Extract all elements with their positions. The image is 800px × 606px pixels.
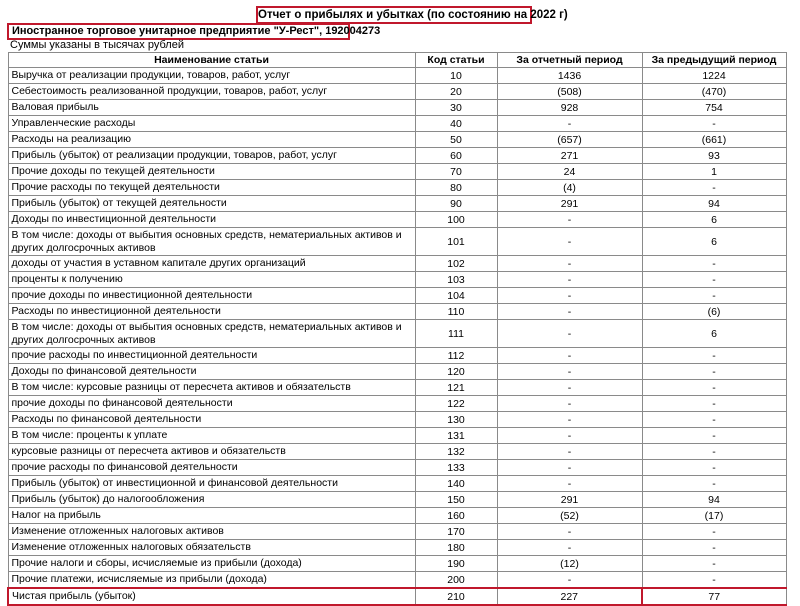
table-row xyxy=(8,84,786,100)
row-item-name: Чистая прибыль (убыток) xyxy=(8,588,415,605)
row-previous-value: 1224 xyxy=(642,68,786,84)
row-item-name: прочие доходы по инвестиционной деятельности xyxy=(8,288,415,304)
row-item-name: Прибыль (убыток) от реализации продукции, товаров, работ, услуг xyxy=(8,148,415,164)
table-row xyxy=(8,396,786,412)
row-item-code: 131 xyxy=(415,428,497,444)
row-previous-value: 6 xyxy=(642,320,786,348)
row-item-code: 50 xyxy=(415,132,497,148)
row-current-value: - xyxy=(497,460,642,476)
row-item-name: Прочие налоги и сборы, исчисляемые из прибыли (дохода) xyxy=(8,556,415,572)
row-item-name: Прочие расходы по текущей деятельности xyxy=(8,180,415,196)
row-current-value: 291 xyxy=(497,196,642,212)
row-item-name: Себестоимость реализованной продукции, товаров, работ, услуг xyxy=(8,84,415,100)
row-previous-value: 94 xyxy=(642,196,786,212)
row-current-value: - xyxy=(497,212,642,228)
row-current-value: - xyxy=(497,228,642,256)
table-row xyxy=(8,304,786,320)
table-row-net-profit xyxy=(8,588,786,605)
row-current-value: 227 xyxy=(497,588,642,605)
row-item-code: 100 xyxy=(415,212,497,228)
row-current-value: 291 xyxy=(497,492,642,508)
table-row xyxy=(8,556,786,572)
row-item-code: 20 xyxy=(415,84,497,100)
row-current-value: (508) xyxy=(497,84,642,100)
row-item-name: Расходы по финансовой деятельности xyxy=(8,412,415,428)
table-row xyxy=(8,100,786,116)
row-current-value: - xyxy=(497,116,642,132)
row-item-name: В том числе: доходы от выбытия основных средств, нематериальных активов и других долгосрочных активов xyxy=(8,228,415,256)
table-row xyxy=(8,460,786,476)
company-name: Иностранное торговое унитарное предприятие "У-Рест", 192004273 xyxy=(7,23,350,40)
row-item-name: Изменение отложенных налоговых обязательств xyxy=(8,540,415,556)
row-previous-value: 6 xyxy=(642,228,786,256)
row-previous-value: 1 xyxy=(642,164,786,180)
row-current-value: (4) xyxy=(497,180,642,196)
row-item-name: Изменение отложенных налоговых активов xyxy=(8,524,415,540)
row-previous-value: - xyxy=(642,396,786,412)
header-previous-period: За предыдущий период xyxy=(642,53,786,68)
row-item-name: Расходы по инвестиционной деятельности xyxy=(8,304,415,320)
row-item-code: 90 xyxy=(415,196,497,212)
table-row xyxy=(8,196,786,212)
table-row xyxy=(8,180,786,196)
row-item-code: 210 xyxy=(415,588,497,605)
row-item-code: 190 xyxy=(415,556,497,572)
row-previous-value: - xyxy=(642,572,786,589)
row-item-code: 121 xyxy=(415,380,497,396)
row-item-name: В том числе: курсовые разницы от пересчета активов и обязательств xyxy=(8,380,415,396)
row-current-value: - xyxy=(497,272,642,288)
table-row xyxy=(8,524,786,540)
row-item-code: 170 xyxy=(415,524,497,540)
table-header-row xyxy=(8,53,786,68)
table-row xyxy=(8,444,786,460)
row-previous-value: - xyxy=(642,444,786,460)
row-item-name: В том числе: проценты к уплате xyxy=(8,428,415,444)
row-item-name: Прибыль (убыток) до налогообложения xyxy=(8,492,415,508)
row-current-value: - xyxy=(497,348,642,364)
row-current-value: - xyxy=(497,412,642,428)
row-item-code: 200 xyxy=(415,572,497,589)
table-row xyxy=(8,508,786,524)
row-current-value: - xyxy=(497,428,642,444)
row-item-code: 130 xyxy=(415,412,497,428)
row-current-value: 1436 xyxy=(497,68,642,84)
table-row xyxy=(8,572,786,589)
row-item-name: проценты к получению xyxy=(8,272,415,288)
row-previous-value: (470) xyxy=(642,84,786,100)
row-item-code: 30 xyxy=(415,100,497,116)
row-current-value: - xyxy=(497,288,642,304)
table-row xyxy=(8,132,786,148)
header-item-code: Код статьи xyxy=(415,53,497,68)
row-previous-value: 77 xyxy=(642,588,786,605)
table-row xyxy=(8,540,786,556)
table-row xyxy=(8,428,786,444)
row-item-name: прочие расходы по инвестиционной деятельности xyxy=(8,348,415,364)
row-current-value: - xyxy=(497,320,642,348)
row-item-code: 132 xyxy=(415,444,497,460)
row-current-value: - xyxy=(497,476,642,492)
row-item-code: 40 xyxy=(415,116,497,132)
row-current-value: 928 xyxy=(497,100,642,116)
row-previous-value: - xyxy=(642,428,786,444)
row-previous-value: - xyxy=(642,364,786,380)
row-previous-value: - xyxy=(642,180,786,196)
row-previous-value: - xyxy=(642,272,786,288)
row-previous-value: - xyxy=(642,460,786,476)
row-item-code: 102 xyxy=(415,256,497,272)
profit-loss-table xyxy=(7,52,787,606)
row-item-name: прочие расходы по финансовой деятельности xyxy=(8,460,415,476)
row-item-name: Валовая прибыль xyxy=(8,100,415,116)
table-row xyxy=(8,148,786,164)
row-previous-value: - xyxy=(642,412,786,428)
table-row xyxy=(8,320,786,348)
table-row xyxy=(8,348,786,364)
table-row xyxy=(8,476,786,492)
table-row xyxy=(8,228,786,256)
row-current-value: 24 xyxy=(497,164,642,180)
table-row xyxy=(8,492,786,508)
row-current-value: - xyxy=(497,380,642,396)
row-item-code: 140 xyxy=(415,476,497,492)
row-item-name: Прочие доходы по текущей деятельности xyxy=(8,164,415,180)
row-current-value: - xyxy=(497,364,642,380)
table-row xyxy=(8,412,786,428)
row-item-code: 112 xyxy=(415,348,497,364)
table-row xyxy=(8,380,786,396)
row-current-value: - xyxy=(497,540,642,556)
row-item-name: Управленческие расходы xyxy=(8,116,415,132)
row-previous-value: - xyxy=(642,476,786,492)
row-item-code: 150 xyxy=(415,492,497,508)
row-current-value: (12) xyxy=(497,556,642,572)
table-row xyxy=(8,116,786,132)
report-title: Отчет о прибылях и убытках (по состоянию на 2022 г) xyxy=(256,6,532,24)
row-item-code: 120 xyxy=(415,364,497,380)
row-previous-value: - xyxy=(642,288,786,304)
row-previous-value: (6) xyxy=(642,304,786,320)
table-row xyxy=(8,364,786,380)
row-previous-value: - xyxy=(642,348,786,364)
row-item-code: 160 xyxy=(415,508,497,524)
table-row xyxy=(8,164,786,180)
row-previous-value: - xyxy=(642,116,786,132)
row-current-value: - xyxy=(497,304,642,320)
row-item-name: Прибыль (убыток) от инвестиционной и финансовой деятельности xyxy=(8,476,415,492)
table-row xyxy=(8,212,786,228)
row-previous-value: 6 xyxy=(642,212,786,228)
row-previous-value: - xyxy=(642,524,786,540)
row-previous-value: - xyxy=(642,556,786,572)
row-item-name: прочие доходы по финансовой деятельности xyxy=(8,396,415,412)
row-previous-value: - xyxy=(642,540,786,556)
row-item-name: Выручка от реализации продукции, товаров, работ, услуг xyxy=(8,68,415,84)
table-row xyxy=(8,256,786,272)
row-item-name: Налог на прибыль xyxy=(8,508,415,524)
row-current-value: (52) xyxy=(497,508,642,524)
row-previous-value: - xyxy=(642,256,786,272)
row-previous-value: 754 xyxy=(642,100,786,116)
row-item-code: 104 xyxy=(415,288,497,304)
row-current-value: - xyxy=(497,524,642,540)
row-current-value: - xyxy=(497,256,642,272)
row-item-name: Доходы по инвестиционной деятельности xyxy=(8,212,415,228)
row-current-value: - xyxy=(497,396,642,412)
row-previous-value: (17) xyxy=(642,508,786,524)
units-note: Суммы указаны в тысячах рублей xyxy=(10,39,184,51)
row-item-name: Прибыль (убыток) от текущей деятельности xyxy=(8,196,415,212)
row-item-name: Расходы на реализацию xyxy=(8,132,415,148)
row-previous-value: - xyxy=(642,380,786,396)
header-item-name: Наименование статьи xyxy=(8,53,415,68)
row-current-value: (657) xyxy=(497,132,642,148)
row-current-value: - xyxy=(497,444,642,460)
row-item-code: 80 xyxy=(415,180,497,196)
row-current-value: - xyxy=(497,572,642,589)
table-row xyxy=(8,272,786,288)
row-current-value: 271 xyxy=(497,148,642,164)
row-item-code: 60 xyxy=(415,148,497,164)
row-item-code: 180 xyxy=(415,540,497,556)
table-row xyxy=(8,68,786,84)
row-item-code: 10 xyxy=(415,68,497,84)
row-previous-value: 93 xyxy=(642,148,786,164)
row-item-code: 133 xyxy=(415,460,497,476)
row-item-name: курсовые разницы от пересчета активов и обязательств xyxy=(8,444,415,460)
row-item-name: доходы от участия в уставном капитале других организаций xyxy=(8,256,415,272)
row-item-code: 70 xyxy=(415,164,497,180)
row-item-code: 122 xyxy=(415,396,497,412)
header-current-period: За отчетный период xyxy=(497,53,642,68)
row-item-code: 103 xyxy=(415,272,497,288)
row-item-code: 101 xyxy=(415,228,497,256)
row-previous-value: (661) xyxy=(642,132,786,148)
row-item-code: 111 xyxy=(415,320,497,348)
table-row xyxy=(8,288,786,304)
row-item-name: Прочие платежи, исчисляемые из прибыли (дохода) xyxy=(8,572,415,589)
row-item-code: 110 xyxy=(415,304,497,320)
row-previous-value: 94 xyxy=(642,492,786,508)
row-item-name: Доходы по финансовой деятельности xyxy=(8,364,415,380)
row-item-name: В том числе: доходы от выбытия основных средств, нематериальных активов и других долгосрочных активов xyxy=(8,320,415,348)
